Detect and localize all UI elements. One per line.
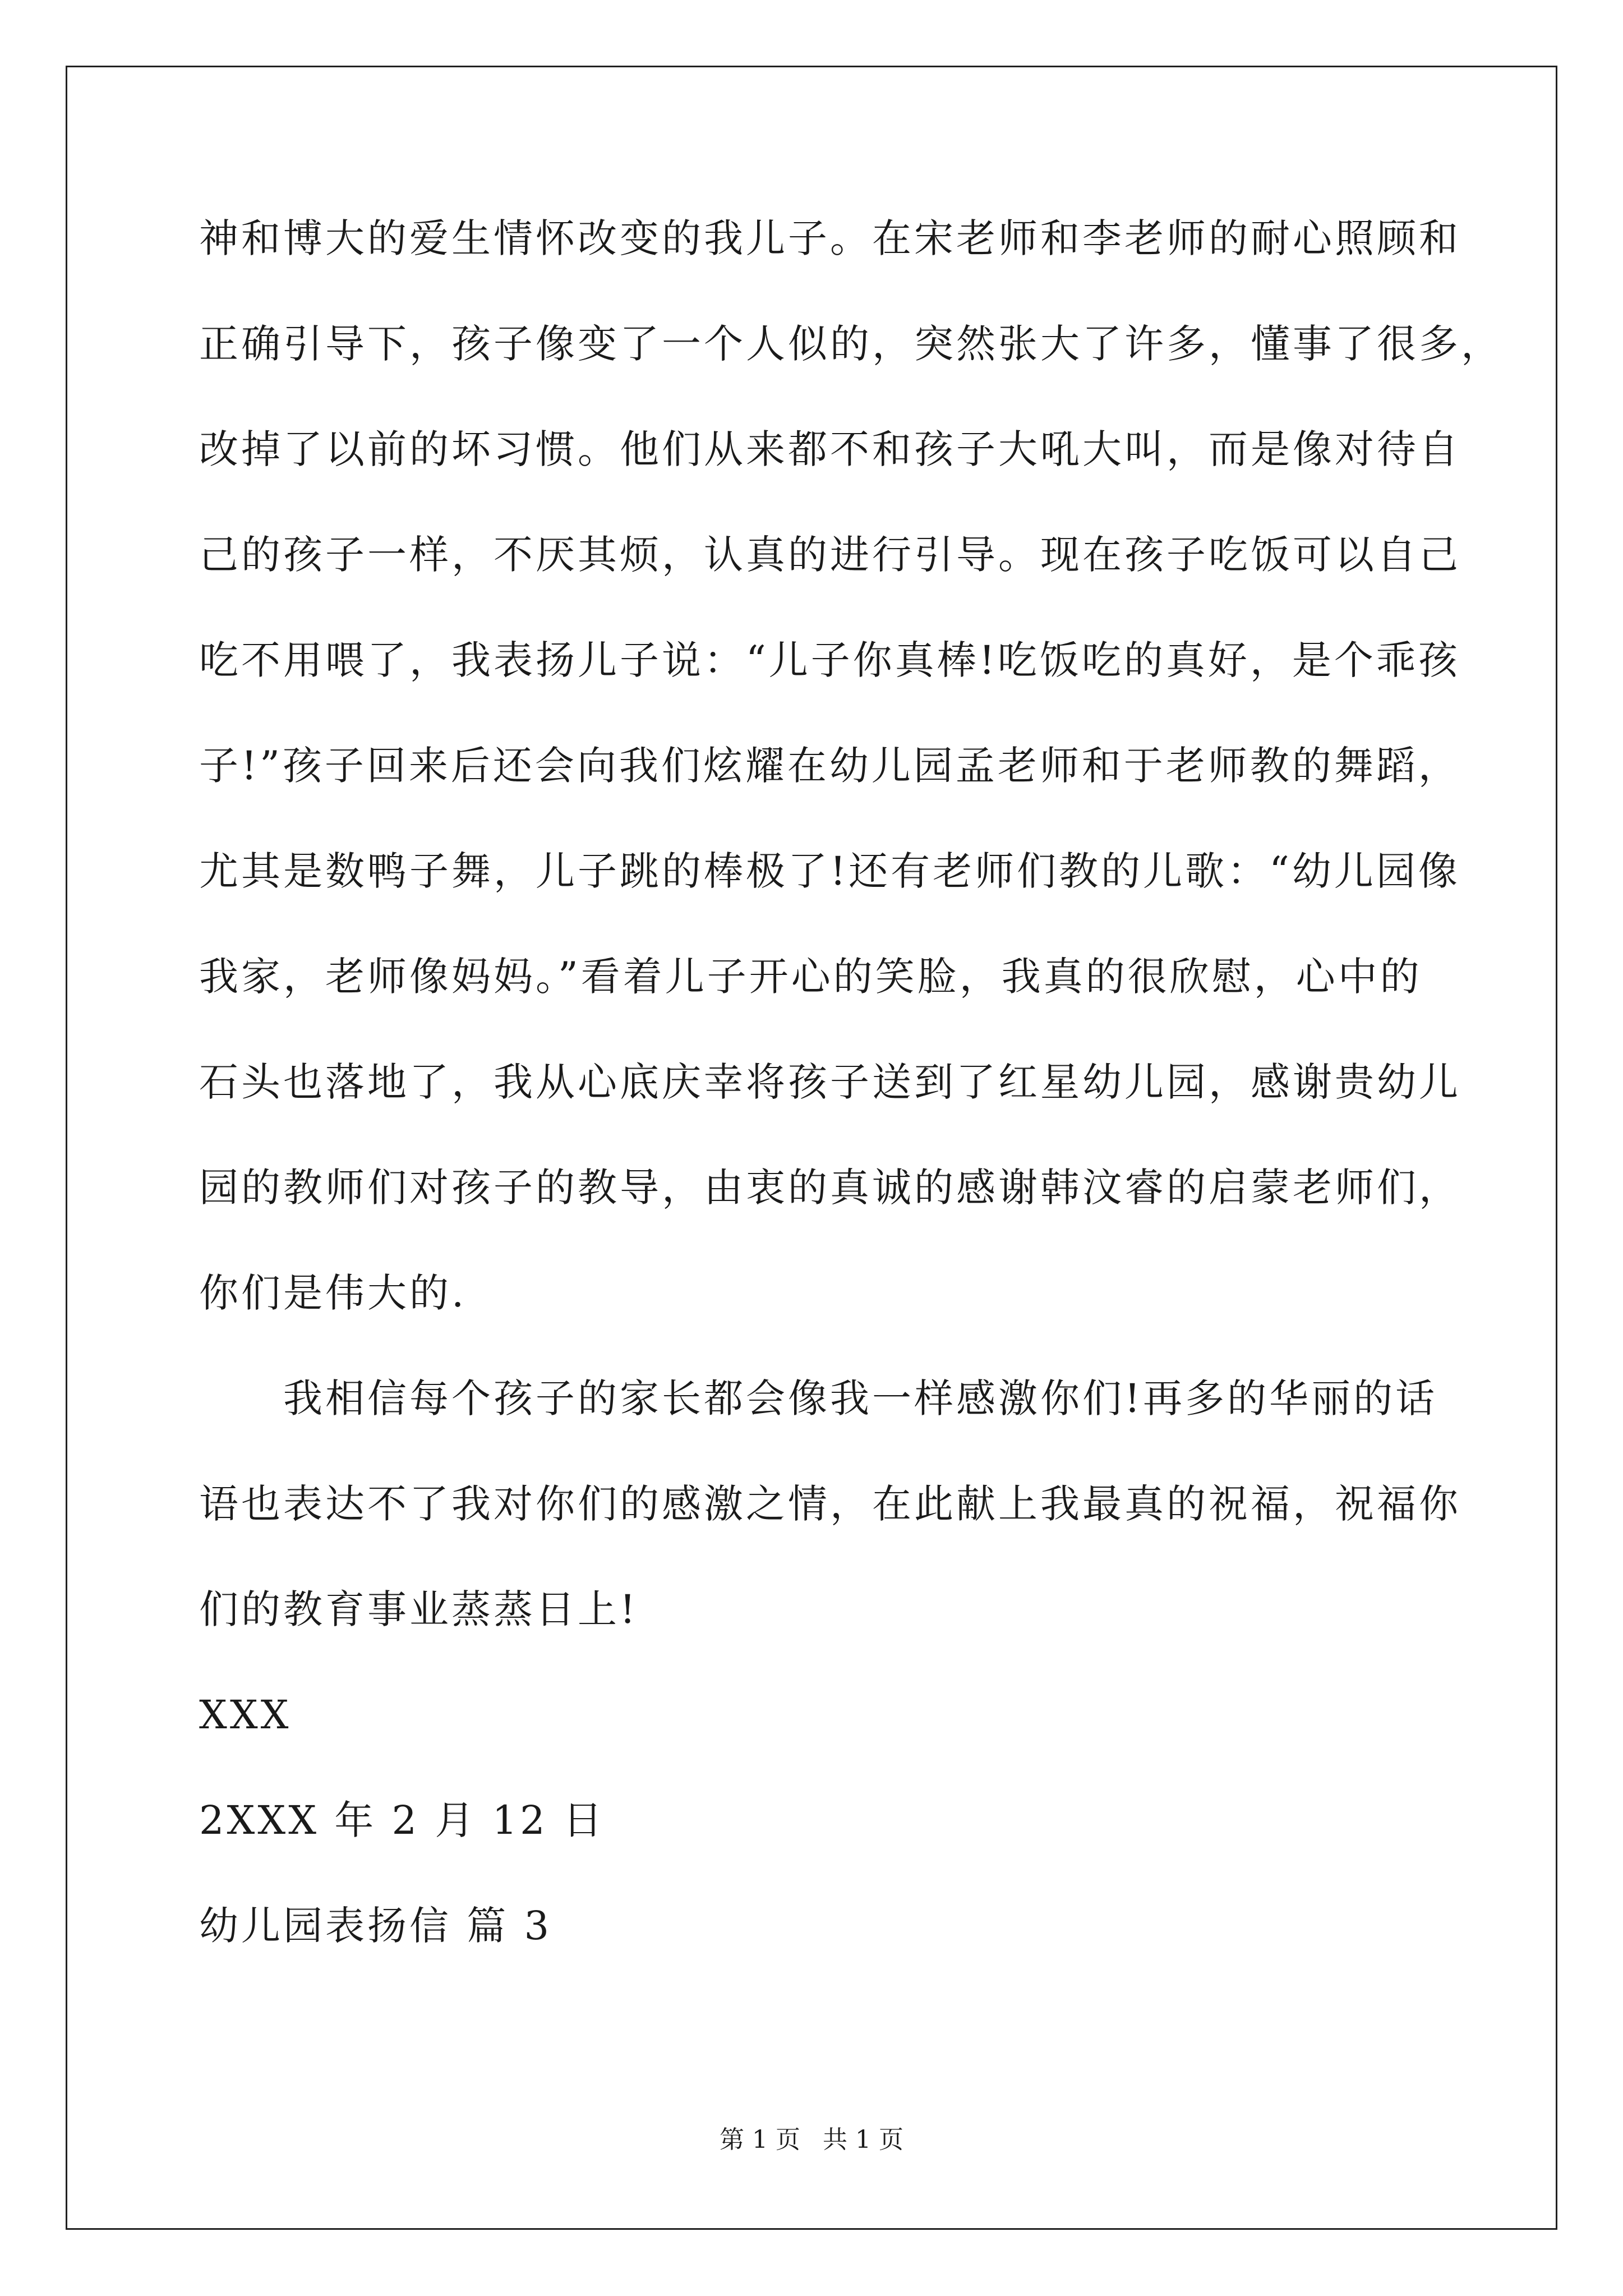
- body-line-13: 语也表达不了我对你们的感激之情，在此献上我最真的祝福，祝福你: [199, 1481, 1461, 1527]
- page-total: 共 1 页: [823, 2125, 903, 2154]
- body-line-14: 们的教育事业蒸蒸日上!: [199, 1586, 639, 1632]
- body-line-10: 园的教师们对孩子的教导，由衷的真诚的感谢韩汶睿的启蒙老师们，: [199, 1165, 1461, 1211]
- body-line-9: 石头也落地了，我从心底庆幸将孩子送到了红星幼儿园，感谢贵幼儿: [199, 1059, 1461, 1105]
- body-line-3: 改掉了以前的坏习惯。他们从来都不和孩子大吼大叫，而是像对待自: [199, 426, 1461, 472]
- section-title: 幼儿园表扬信 篇 3: [199, 1903, 552, 1949]
- body-line-1: 神和博大的爱生情怀改变的我儿子。在宋老师和李老师的耐心照顾和: [199, 215, 1461, 261]
- letter-date: 2XXX 年 2 月 12 日: [199, 1797, 605, 1843]
- body-line-6: 子!”孩子回来后还会向我们炫耀在幼儿园孟老师和于老师教的舞蹈，: [199, 743, 1460, 789]
- body-line-7: 尤其是数鸭子舞，儿子跳的棒极了!还有老师们教的儿歌：“幼儿园像: [199, 848, 1460, 894]
- body-line-4: 己的孩子一样，不厌其烦，认真的进行引导。现在孩子吃饭可以自己: [199, 532, 1461, 578]
- body-line-2: 正确引导下，孩子像变了一个人似的，突然张大了许多，懂事了很多，: [199, 321, 1503, 367]
- body-line-11: 你们是伟大的.: [199, 1270, 467, 1316]
- page-number: 第 1 页: [720, 2125, 800, 2154]
- body-line-12: 我相信每个孩子的家长都会像我一样感激你们!再多的华丽的话: [283, 1375, 1438, 1421]
- page-footer: [0, 2125, 1623, 2155]
- body-line-5: 吃不用喂了，我表扬儿子说：“儿子你真棒!吃饭吃的真好，是个乖孩: [199, 637, 1460, 683]
- signature: XXX: [199, 1692, 292, 1738]
- body-line-8: 我家，老师像妈妈。”看着儿子开心的笑脸，我真的很欣慰，心中的: [199, 954, 1422, 1000]
